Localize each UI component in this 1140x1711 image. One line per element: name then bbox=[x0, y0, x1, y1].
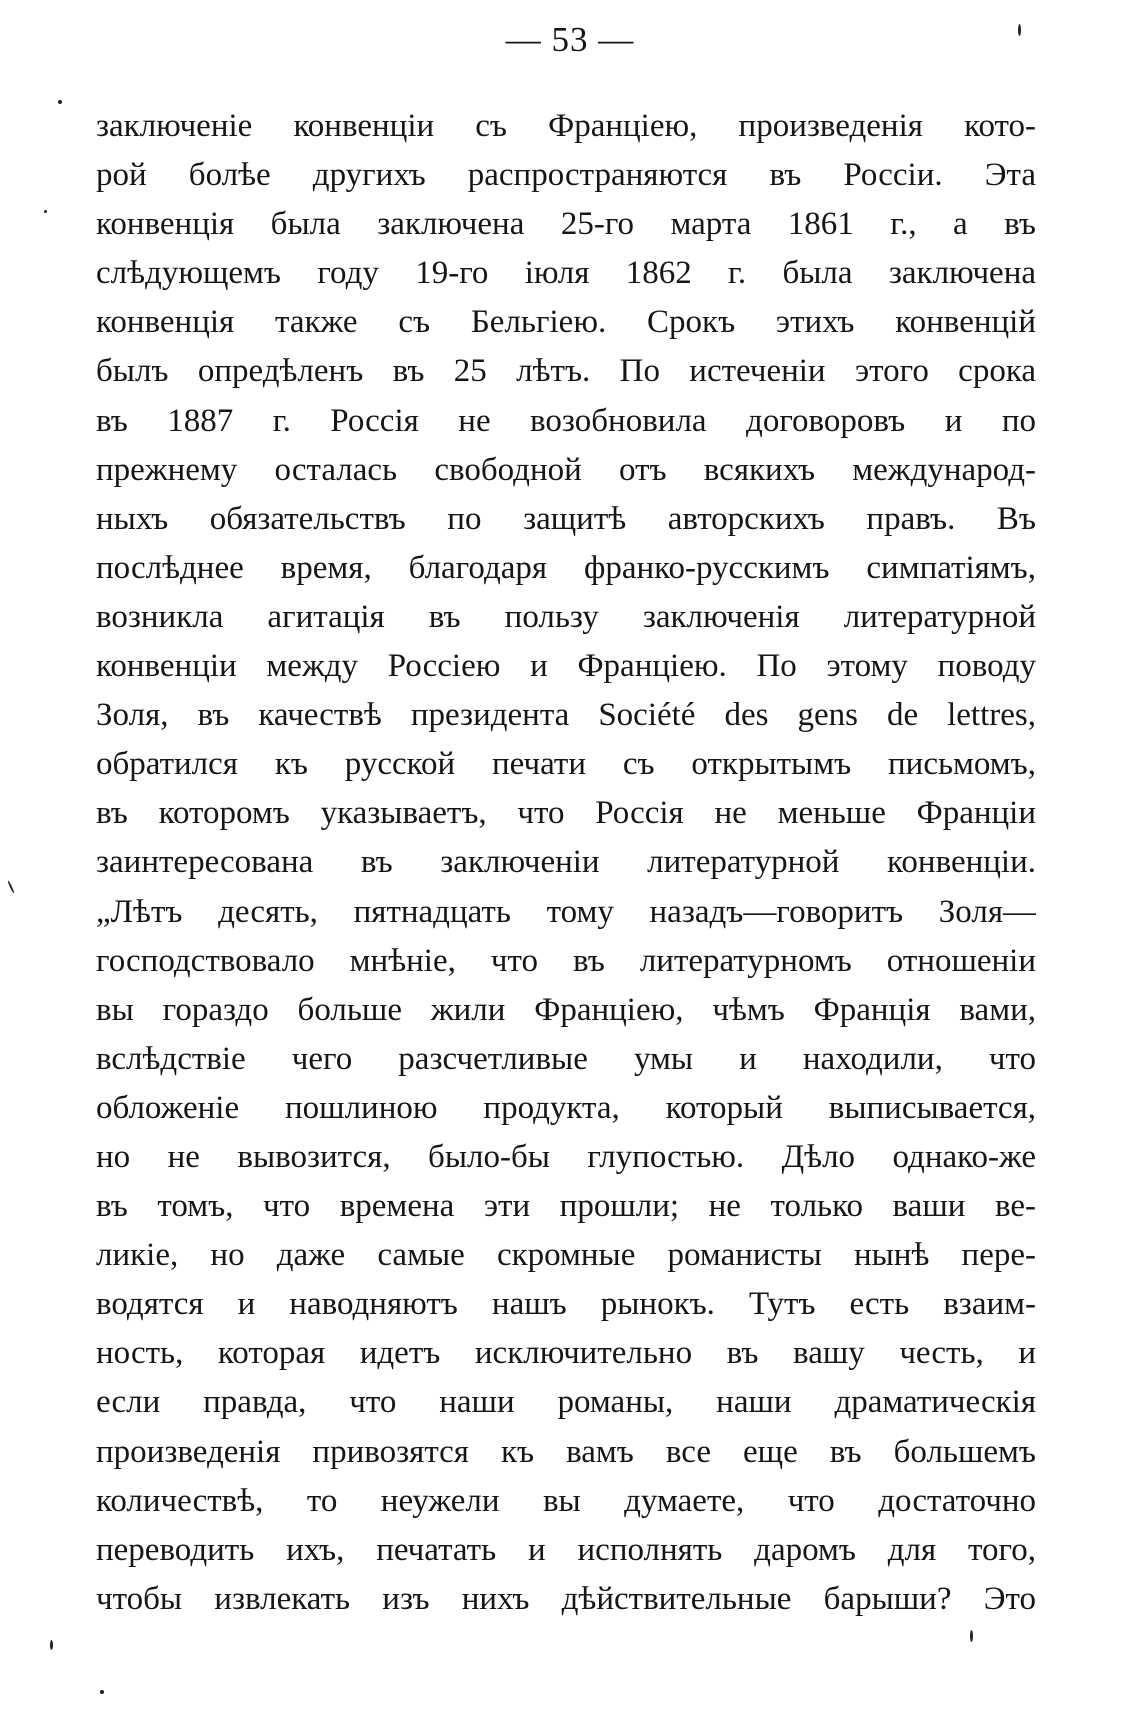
text-line: конвенція также съ Бельгіею. Срокъ этихъ конвенцій bbox=[96, 304, 1036, 341]
text-line: послѣднее время, благодаря франко-русскимъ симпатіямъ, bbox=[96, 549, 1036, 586]
text-line: количествѣ, то неужели вы думаете, что достаточно bbox=[96, 1482, 1036, 1519]
text-line: переводить ихъ, печатать и исполнять даромъ для того, bbox=[96, 1531, 1036, 1568]
text-line: въ томъ, что времена эти прошли; не только ваши ве- bbox=[96, 1188, 1036, 1225]
text-line: конвенція была заключена 25-го марта 1861 г., а въ bbox=[96, 206, 1036, 243]
text-line: ликіе, но даже самые скромные романисты нынѣ пере- bbox=[96, 1237, 1036, 1274]
text-line: рой болѣе другихъ распространяются въ Россіи. Эта bbox=[96, 157, 1036, 194]
text-line: чтобы извлекать изъ нихъ дѣйствительные барыши? Это bbox=[96, 1580, 1036, 1617]
text-line: произведенія привозятся къ вамъ все еще въ большемъ bbox=[96, 1433, 1036, 1470]
text-line: возникла агитація въ пользу заключенія литературной bbox=[96, 598, 1036, 635]
text-line: вы гораздо больше жили Франціею, чѣмъ Франція вами, bbox=[96, 991, 1036, 1028]
text-line: заинтересована въ заключеніи литературной конвенціи. bbox=[96, 844, 1036, 881]
text-line: прежнему осталась свободной отъ всякихъ международ- bbox=[96, 451, 1036, 488]
body-text bbox=[96, 102, 1036, 1624]
text-line: водятся и наводняютъ нашъ рынокъ. Тутъ есть взаим- bbox=[96, 1286, 1036, 1323]
text-line: Золя, въ качествѣ президента Société des gens de lettres, bbox=[96, 697, 1036, 734]
text-line: заключеніе конвенціи съ Франціею, произведенія кото- bbox=[96, 108, 1036, 144]
text-line: вслѣдствіе чего разсчетливые умы и находили, что bbox=[96, 1040, 1036, 1077]
text-line: конвенціи между Россіею и Франціею. По этому поводу bbox=[96, 648, 1036, 685]
text-line: но не вывозится, было-бы глупостью. Дѣло однако-же bbox=[96, 1138, 1036, 1175]
text-line: въ которомъ указываетъ, что Россія не меньше Франціи bbox=[96, 795, 1036, 832]
scan-speck bbox=[50, 1640, 53, 1650]
text-line: „Лѣтъ десять, пятнадцать тому назадъ—говоритъ Золя— bbox=[96, 893, 1036, 930]
scan-speck bbox=[58, 100, 62, 104]
text-line: былъ опредѣленъ въ 25 лѣтъ. По истеченіи этого срока bbox=[96, 353, 1036, 390]
scan-speck bbox=[44, 210, 47, 213]
scan-speck bbox=[7, 880, 15, 894]
text-line: обложеніе пошлиною продукта, который выписывается, bbox=[96, 1089, 1036, 1126]
text-line: слѣдующемъ году 19-го іюля 1862 г. была заключена bbox=[96, 255, 1036, 292]
scan-speck bbox=[100, 1690, 104, 1694]
page-number: — 53 — bbox=[505, 20, 635, 59]
text-line: господствовало мнѣніе, что въ литературномъ отношеніи bbox=[96, 942, 1036, 979]
text-line: въ 1887 г. Россія не возобновила договоровъ и по bbox=[96, 402, 1036, 439]
text-line: ныхъ обязательствъ по защитѣ авторскихъ правъ. Въ bbox=[96, 500, 1036, 537]
text-line: если правда, что наши романы, наши драматическія bbox=[96, 1384, 1036, 1421]
text-line: обратился къ русской печати съ открытымъ письмомъ, bbox=[96, 746, 1036, 783]
scan-speck bbox=[970, 1630, 973, 1642]
text-line: ность, которая идетъ исключительно въ вашу честь, и bbox=[96, 1335, 1036, 1372]
scan-speck bbox=[1018, 24, 1021, 36]
